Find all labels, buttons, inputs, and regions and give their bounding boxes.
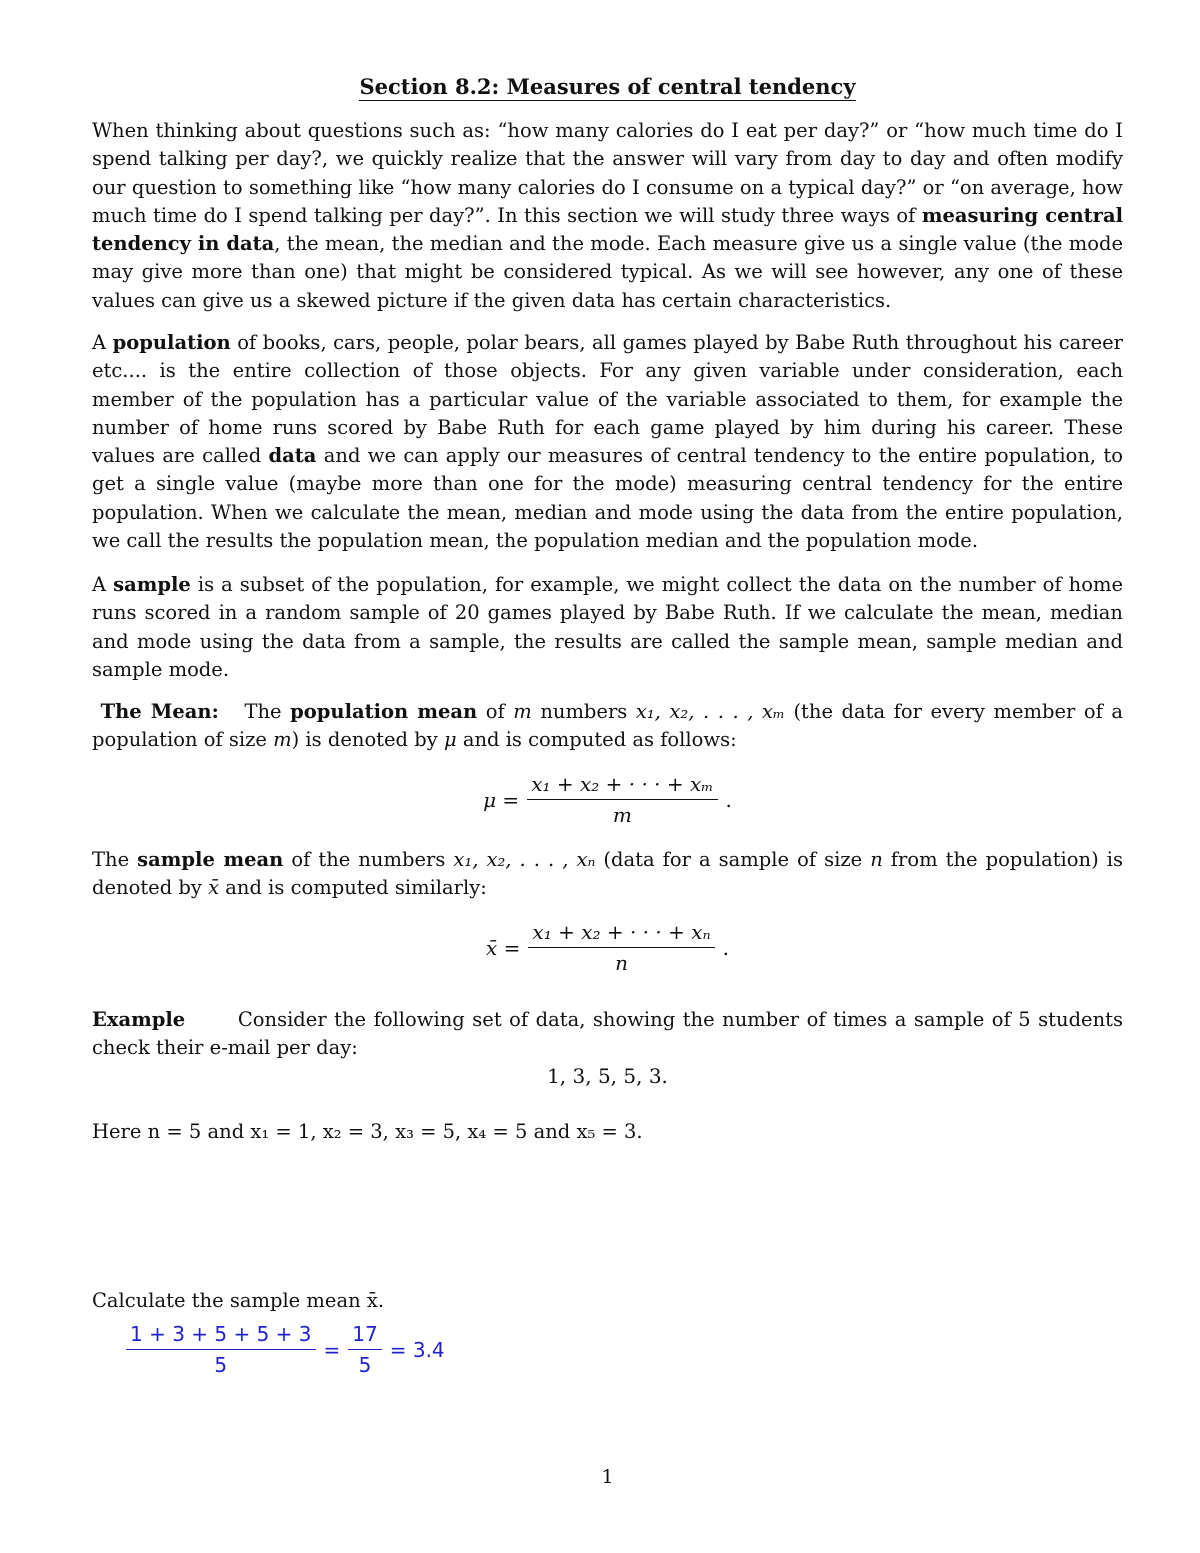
solution-total-fraction: $\frac{17}{5}$: [348, 1322, 381, 1377]
sample-paragraph: A sample is a subset of the population, for example, we might collect the data on the number of home runs scored in a random sample of 20 games played by Babe Ruth. If we calculate the mean, median and mode using the data from a sample, the results are called the sample mean, sample median and sample mode.: [92, 573, 1123, 681]
mean-paragraph: The Mean: The population mean of m numbers x₁, x₂, . . . , xₘ (the data for every member of a population of size m) is denoted by μ and is computed as follows:: [92, 700, 1124, 752]
intro-paragraph: When thinking about questions such as: “how many calories do I eat per day?” or “how much time do I spend talking per day?, we quickly realize that the answer will vary from day to day and often modify our question to something like “how many calories do I consume on a typical day?” or “on average, how much time do I spend talking per day?”. In this section we will study three ways of measuring central tendency in data, the mean, the median and the mode. Each measure give us a single value (the mode may give more than one) that might be considered typical. As we will see however, any one of these values can give us a skewed picture if the given data has certain characteristics.: [92, 119, 1124, 312]
calculate-prompt: Calculate the sample mean x̄.: [92, 1289, 385, 1312]
sample-mean-fraction: $\frac{\text{x₁ + x₂ + · · · + xₙ}}{n}$: [528, 920, 714, 975]
example-variable-assignment: Here n = 5 and x₁ = 1, x₂ = 3, x₃ = 5, x₄ = 5 and x₅ = 3.: [92, 1120, 643, 1143]
population-mean-fraction: $\frac{\text{x₁ + x₂ + · · · + xₘ}}{m}$: [527, 772, 717, 827]
sample-mean-paragraph: The sample mean of the numbers x₁, x₂, . . . , xₙ (data for a sample of size n from the population) is denoted by x̄ and is computed similarly:: [92, 848, 1123, 900]
population-paragraph: A population of books, cars, people, polar bears, all games played by Babe Ruth throughout his career etc.... is the entire collection of those objects. For any given variable under consideration, each member of the population has a particular value of the variable associated to them, for example the number of home runs scored by Babe Ruth for each game played by him during his career. These values are called data and we can apply our measures of central tendency to the entire population, to get a single value (maybe more than one for the mode) measuring central tendency for the entire population. When we calculate the mean, median and mode using the data from the entire population, we call the results the population mean, the population median and the population mode.: [92, 331, 1124, 553]
worked-solution: $\frac{1 + 3 + 5 + 5 + 3}{5}$ = $\frac{17}{5}$ = 3.4: [126, 1322, 445, 1377]
section-title: Section 8.2: Measures of central tendency: [359, 74, 856, 99]
page-number: 1: [601, 1466, 614, 1488]
example-paragraph: Example Consider the following set of data, showing the number of times a sample of 5 students check their e-mail per day:: [92, 1008, 1124, 1060]
example-data-values: 1, 3, 5, 5, 3.: [547, 1064, 668, 1088]
sample-mean-formula: x̄ = $\frac{\text{x₁ + x₂ + · · · + xₙ}}{n}$ .: [486, 920, 729, 975]
document-page: [92, 0, 1123, 1553]
population-mean-formula: μ = $\frac{\text{x₁ + x₂ + · · · + xₘ}}{m}$ .: [483, 772, 732, 827]
solution-sum-fraction: $\frac{1 + 3 + 5 + 5 + 3}{5}$: [126, 1322, 316, 1377]
